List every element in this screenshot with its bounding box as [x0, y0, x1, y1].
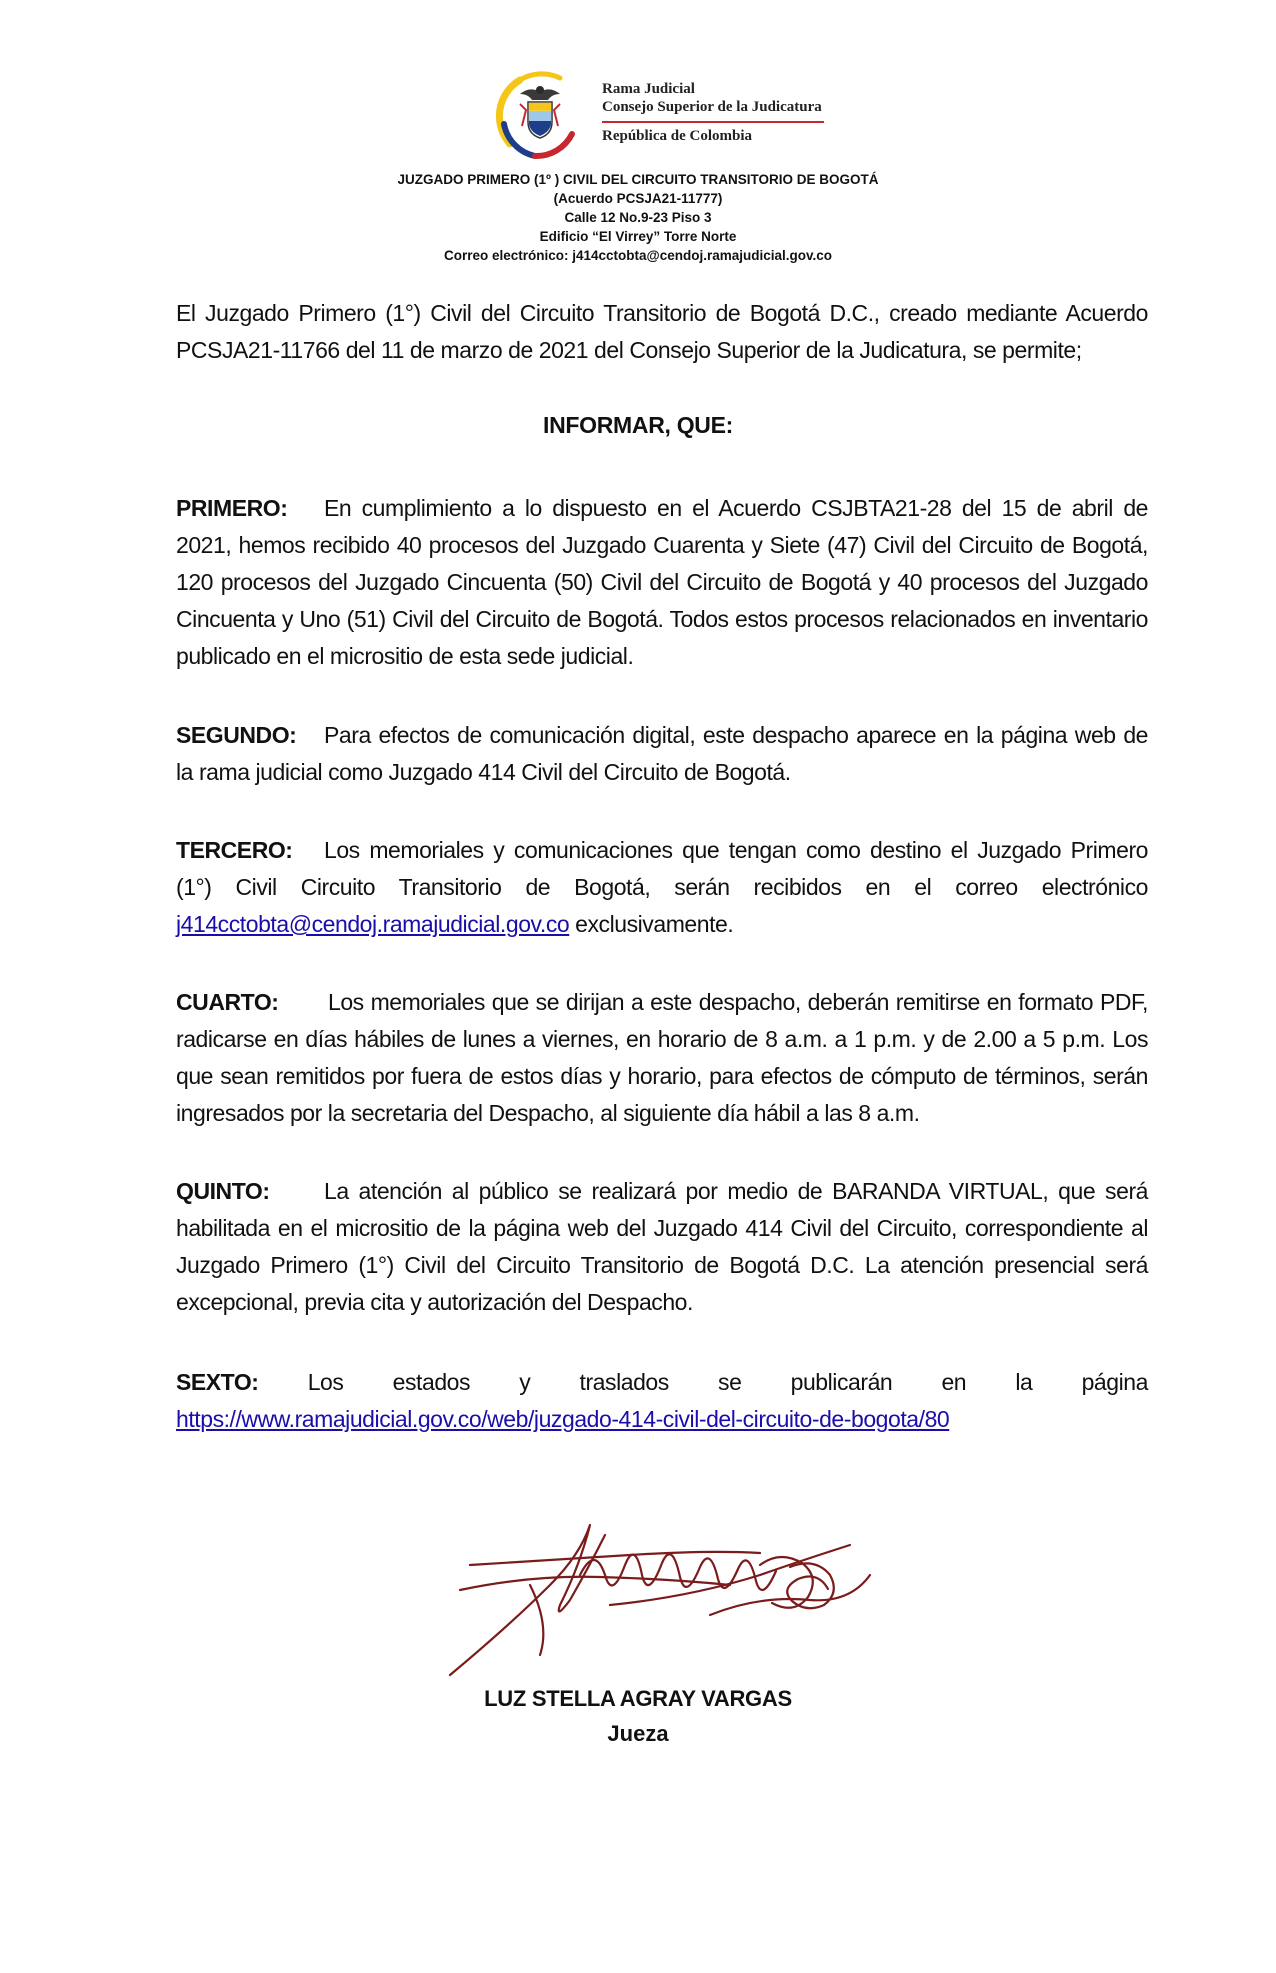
section-tercero	[176, 832, 1148, 943]
sexto-word: página	[1081, 1369, 1148, 1395]
intro-text: El Juzgado Primero (1°) Civil del Circuito Transitorio de Bogotá D.C., creado mediante Acuerdo PCSJA21-11766 del 11 de marzo de 2021 del Consejo Superior de la Judicatura, se permite;	[176, 300, 1148, 363]
logo-line-rama-judicial: Rama Judicial	[602, 81, 695, 97]
sexto-word: en	[941, 1369, 967, 1395]
sexto-word: se	[718, 1369, 742, 1395]
court-name: JUZGADO PRIMERO (1º ) CIVIL DEL CIRCUITO TRANSITORIO DE BOGOTÁ	[397, 172, 879, 187]
rama-judicial-logo	[490, 64, 830, 164]
section-cuarto	[176, 984, 1148, 1132]
colombia-coat-of-arms-icon	[490, 64, 590, 164]
section-primero-text: En cumplimiento a lo dispuesto en el Acuerdo CSJBTA21-28 del 15 de abril de 2021, hemos recibido 40 procesos del Juzgado Cuarenta y Siete (47) Civil del Circuito de Bogotá, 120 procesos del Juzgado Cincuenta (50) Civil del Circuito de Bogotá y 40 procesos del Juzgado Cincuenta y Uno (51) Civil del Circuito de Bogotá. Todos estos procesos relacionados en inventario publicado en el micrositio de esta sede judicial.	[176, 495, 1148, 669]
handwritten-signature	[430, 1505, 890, 1685]
sexto-word: publicarán	[790, 1369, 893, 1395]
logo-line-consejo: Consejo Superior de la Judicatura	[602, 99, 822, 115]
court-agreement: (Acuerdo PCSJA21-11777)	[553, 191, 723, 206]
signer-title: Jueza	[607, 1721, 669, 1746]
sexto-word: y	[519, 1369, 531, 1395]
court-email-link[interactable]: j414cctobta@cendoj.ramajudicial.gov.co	[176, 911, 570, 937]
sexto-word: traslados	[579, 1369, 669, 1395]
court-header	[0, 170, 1276, 265]
section-quinto-label: QUINTO:	[176, 1178, 270, 1204]
section-sexto-line	[176, 1364, 1148, 1401]
section-primero	[176, 490, 1148, 675]
section-segundo-text: Para efectos de comunicación digital, este despacho aparece en la página web de la rama judicial como Juzgado 414 Civil del Circuito de Bogotá.	[176, 722, 1148, 785]
informar-heading: INFORMAR, QUE:	[542, 412, 733, 438]
court-building: Edificio “El Virrey” Torre Norte	[539, 229, 737, 244]
court-website-link[interactable]: https://www.ramajudicial.gov.co/web/juzgado-414-civil-del-circuito-de-bogota/80	[176, 1406, 950, 1432]
section-cuarto-label: CUARTO:	[176, 989, 279, 1015]
intro-paragraph	[176, 295, 1148, 369]
logo-divider	[602, 121, 824, 123]
section-quinto-text: La atención al público se realizará por medio de BARANDA VIRTUAL, que será habilitada en el micrositio de la página web del Juzgado 414 Civil del Circuito, correspondiente al Juzgado Primero (1°) Civil del Circuito Transitorio de Bogotá D.C. La atención presencial será excepcional, previa cita y autorización del Despacho.	[176, 1178, 1148, 1315]
logo-text	[602, 80, 824, 145]
section-cuarto-text: Los memoriales que se dirijan a este despacho, deberán remitirse en formato PDF, radicarse en días hábiles de lunes a viernes, en horario de 8 a.m. a 1 p.m. y de 2.00 a 5 p.m. Los que sean remitidos por fuera de estos días y horario, para efectos de cómputo de términos, serán ingresados por la secretaria del Despacho, al siguiente día hábil a las 8 a.m.	[176, 989, 1148, 1126]
court-address: Calle 12 No.9-23 Piso 3	[564, 210, 712, 225]
signer-name: LUZ STELLA AGRAY VARGAS	[484, 1686, 792, 1711]
logo-line-republica: República de Colombia	[602, 128, 753, 144]
section-quinto	[176, 1173, 1148, 1321]
section-sexto-label: SEXTO:	[176, 1369, 259, 1395]
sexto-word: Los	[307, 1369, 344, 1395]
section-primero-label: PRIMERO:	[176, 495, 288, 521]
section-segundo	[176, 717, 1148, 791]
sexto-word: la	[1015, 1369, 1033, 1395]
court-email: Correo electrónico: j414cctobta@cendoj.ramajudicial.gov.co	[443, 248, 833, 263]
sexto-word: estados	[392, 1369, 471, 1395]
section-tercero-text-after: exclusivamente.	[569, 911, 734, 937]
section-segundo-label: SEGUNDO:	[176, 722, 297, 748]
section-tercero-label: TERCERO:	[176, 837, 293, 863]
section-sexto	[176, 1364, 1148, 1438]
section-tercero-text: Los memoriales y comunicaciones que tengan como destino el Juzgado Primero (1°) Civil Circuito Transitorio de Bogotá, serán recibidos en el correo electrónico	[176, 837, 1148, 900]
